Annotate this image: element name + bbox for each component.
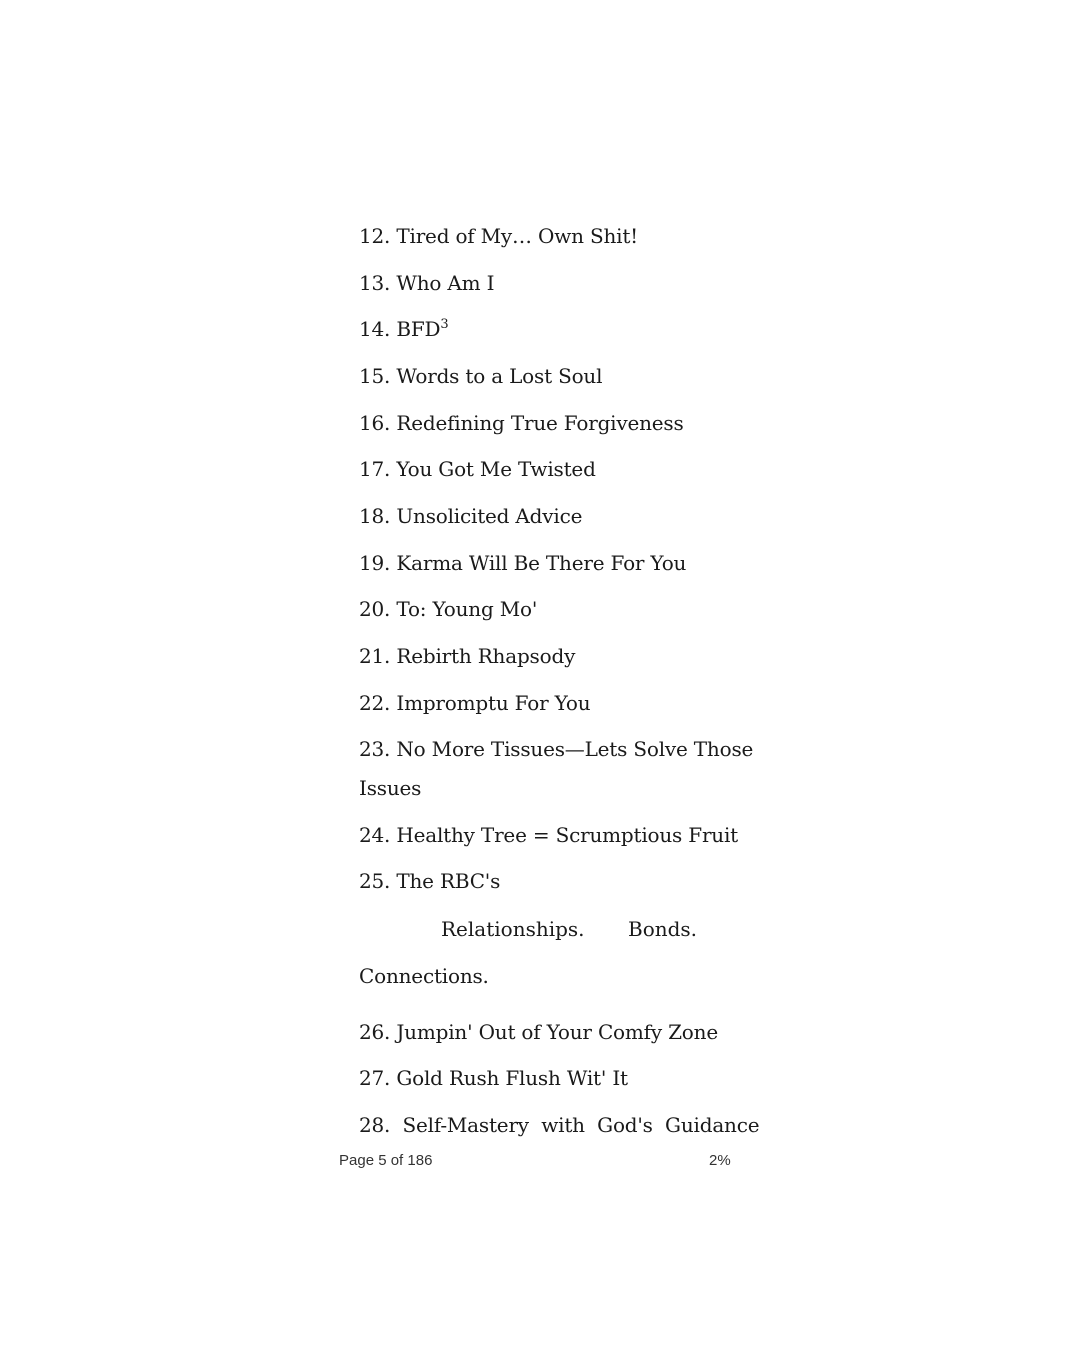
- toc-entry-23-continued[interactable]: [359, 774, 421, 802]
- toc-entry-12[interactable]: [359, 222, 638, 250]
- reading-progress-indicator: 2%: [709, 1152, 731, 1169]
- toc-entry-label: 15. Words to a Lost Soul: [359, 364, 603, 388]
- toc-entry-label: 14. BFD: [359, 317, 441, 341]
- toc-entry-label: 28. Self-Mastery with God's Guidance: [359, 1113, 760, 1137]
- page-number-indicator: Page 5 of 186: [339, 1152, 433, 1169]
- toc-entry-22[interactable]: [359, 689, 590, 717]
- toc-entry-25[interactable]: [359, 867, 500, 895]
- toc-entry-label: 23. No More Tissues—Lets Solve Those: [359, 737, 754, 761]
- toc-entry-label: 19. Karma Will Be There For You: [359, 551, 687, 575]
- toc-entry-16[interactable]: [359, 409, 684, 437]
- toc-entry-label: 22. Impromptu For You: [359, 691, 591, 715]
- toc-entry-label: 20. To: Young Mo': [359, 597, 538, 621]
- toc-entry-label: 25. The RBC's: [359, 869, 501, 893]
- toc-entry-19[interactable]: [359, 549, 686, 577]
- toc-entry-18[interactable]: [359, 502, 582, 530]
- toc-entry-label: 24. Healthy Tree = Scrumptious Fruit: [359, 823, 739, 847]
- toc-entry-label: 21. Rebirth Rhapsody: [359, 644, 576, 668]
- toc-entry-label: 17. You Got Me Twisted: [359, 457, 596, 481]
- toc-entry-label: 12. Tired of My… Own Shit!: [359, 224, 638, 248]
- toc-entry-14[interactable]: [359, 315, 448, 343]
- toc-entry-label: 18. Unsolicited Advice: [359, 504, 583, 528]
- toc-entry-label: 27. Gold Rush Flush Wit' It: [359, 1066, 628, 1090]
- toc-entry-24[interactable]: [359, 821, 738, 849]
- toc-entry-label: 13. Who Am I: [359, 271, 495, 295]
- toc-entry-label: 16. Redefining True Forgiveness: [359, 411, 684, 435]
- toc-entry-27[interactable]: [359, 1064, 628, 1092]
- rbc-word-connections: [359, 962, 489, 990]
- superscript: 3: [440, 317, 449, 332]
- toc-entry-15[interactable]: [359, 362, 602, 390]
- toc-entry-13[interactable]: [359, 269, 494, 297]
- toc-entry-20[interactable]: [359, 595, 537, 623]
- rbc-word-relationships: Relationships.: [441, 917, 585, 941]
- toc-entry-17[interactable]: [359, 455, 596, 483]
- toc-entry-23[interactable]: [359, 735, 753, 763]
- toc-entry-label: Connections.: [359, 964, 489, 988]
- toc-entry-21[interactable]: [359, 642, 575, 670]
- rbc-word-bonds: Bonds.: [628, 917, 698, 941]
- toc-entry-26[interactable]: [359, 1018, 718, 1046]
- toc-entry-label: Issues: [359, 776, 422, 800]
- toc-entry-28[interactable]: [359, 1111, 759, 1139]
- toc-entry-label: 26. Jumpin' Out of Your Comfy Zone: [359, 1020, 718, 1044]
